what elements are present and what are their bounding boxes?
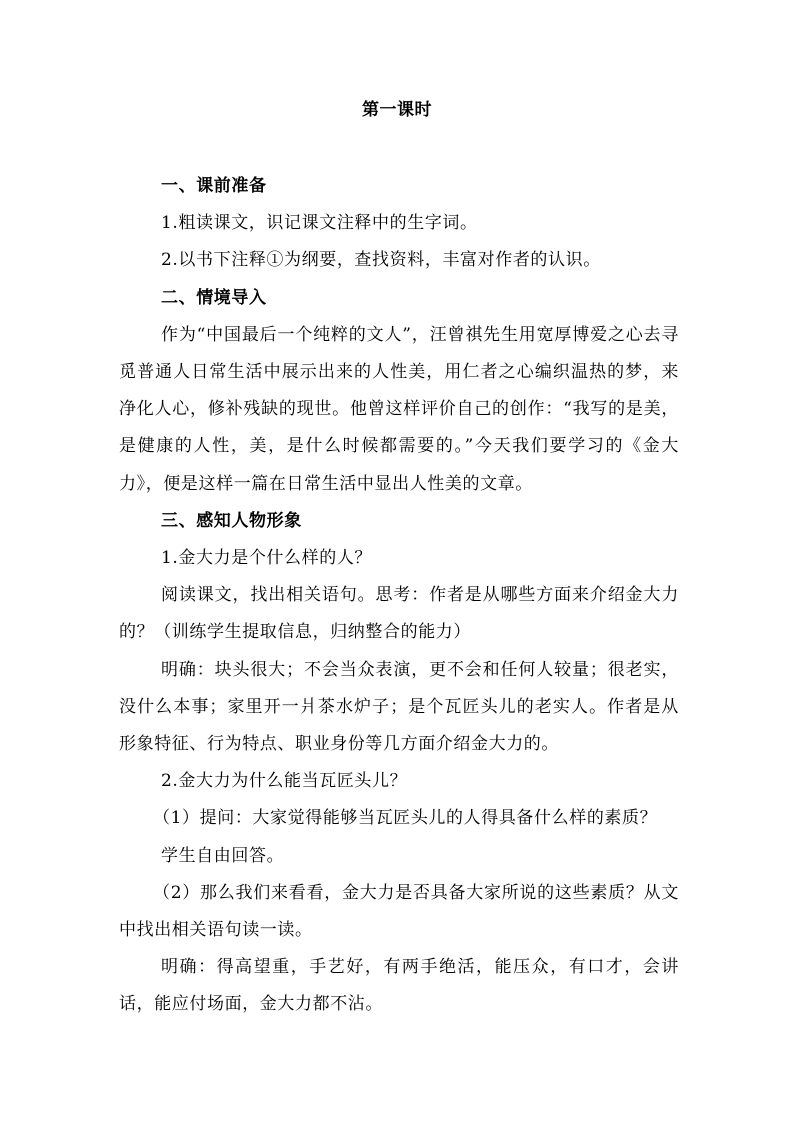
section-heading-prep: 一、课前准备 <box>161 176 267 196</box>
question-1: 1.金大力是个什么样的人？ <box>161 548 373 569</box>
section-heading-intro: 二、情境导入 <box>161 287 267 308</box>
question-1-task: 阅读课文，找出相关语句。思考：作者是从哪些方面来介绍金大力的？（训练学生提取信息，归纳整合的能力） <box>119 585 679 643</box>
question-2-sub-1-answer: 学生自由回答。 <box>161 845 285 866</box>
prep-item-2: 2.以书下注释①为纲要，查找资料，丰富对作者的认识。 <box>161 250 601 271</box>
section-heading-perceive: 三、感知人物形象 <box>161 510 302 531</box>
question-2-sub-1: （1）提问：大家觉得能够当瓦匠头儿的人得具备什么样的素质？ <box>153 808 658 829</box>
question-2: 2.金大力为什么能当瓦匠头儿？ <box>161 771 408 792</box>
intro-paragraph: 作为“中国最后一个纯粹的文人”，汪曾祺先生用宽厚博爱之心去寻觅普通人日常生活中展示出来的人性美，用仁者之心编织温热的梦，来净化人心，修补残缺的现世。他曾这样评价自己的创作：“我写的是美，是健康的人性，美，是什么时候都需要的。”今天我们要学习的《金大力》，便是这样一篇在日常生活中显出人性美的文章。 <box>119 324 679 494</box>
prep-item-1: 1.粗读课文，识记课文注释中的生字词。 <box>161 213 478 234</box>
page-title: 第一课时 <box>362 100 432 120</box>
question-2-sub-2: （2）那么我们来看看，金大力是否具备大家所说的这些素质？从文中找出相关语句读一读。 <box>119 882 679 941</box>
question-2-answer: 明确：得高望重，手艺好，有两手绝活，能压众，有口才，会讲话，能应付场面，金大力都不沾。 <box>119 957 679 1015</box>
document-body <box>119 168 679 1024</box>
question-1-answer: 明确：块头很大；不会当众表演，更不会和任何人较量；很老实，没什么本事；家里开一爿茶水炉子；是个瓦匠头儿的老实人。作者是从形象特征、行为特点、职业身份等几方面介绍金大力的。 <box>119 659 679 755</box>
